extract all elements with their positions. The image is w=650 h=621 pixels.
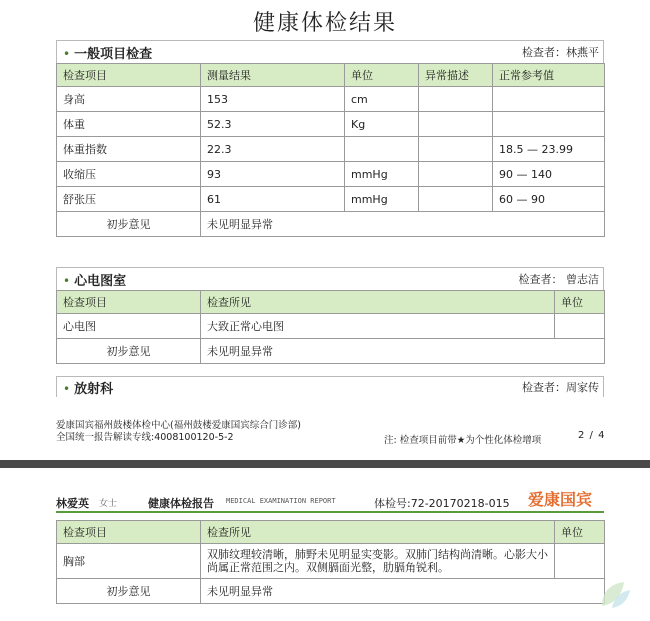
radiology-examiner: 检查者：周家传 [522,381,599,394]
result-cell: 93 [201,162,345,187]
finding-cell: 大致正常心电图 [201,314,555,339]
conclusion-text: 未见明显异常 [201,212,605,237]
footer-note: 注: 检查项目前带★为个性化体检增项 [384,435,542,446]
ecg-section [56,267,604,364]
reference-cell: 90 — 140 [493,162,605,187]
col-header: 测量结果 [201,64,345,87]
bullet-icon: • [63,46,71,61]
ecg-table [56,290,605,364]
table-row [57,137,605,162]
report-title-en: MEDICAL EXAMINATION REPORT [226,497,336,505]
conclusion-label: 初步意见 [57,339,201,364]
table-row [57,162,605,187]
item-cell: 收缩压 [57,162,201,187]
table-header-row [57,291,605,314]
unit-cell [555,314,605,339]
table-row [57,112,605,137]
reference-cell [493,87,605,112]
finding-cell: 双肺纹理较清晰，肺野未见明显实变影。双肺门结构尚清晰。心影大小尚属正常范围之内。双侧膈面光整，肋膈角锐利。 [201,544,555,579]
item-cell: 体重 [57,112,201,137]
item-cell: 舒张压 [57,187,201,212]
page-title: 健康体检结果 [252,11,397,36]
table-header-row [57,521,605,544]
abnormal-cell [419,137,493,162]
ecg-title: • 心电图室 [63,273,127,289]
unit-cell: mmHg [345,187,419,212]
table-header-row [57,64,605,87]
conclusion-text: 未见明显异常 [201,579,605,604]
col-header: 检查所见 [201,521,555,544]
patient-gender: 女士 [99,499,118,509]
brand-logo: 爱康国宾 [528,490,593,509]
footer [56,420,301,444]
result-cell: 22.3 [201,137,345,162]
general-exam-title: • 一般项目检查 [63,46,153,62]
col-header: 检查项目 [57,64,201,87]
general-exam-table [56,63,605,237]
col-header: 异常描述 [419,64,493,87]
item-cell: 胸部 [57,544,201,579]
reference-cell: 60 — 90 [493,187,605,212]
conclusion-row [57,212,605,237]
general-exam-header [56,40,604,63]
abnormal-cell [419,187,493,212]
conclusion-label: 初步意见 [57,212,201,237]
col-header: 检查所见 [201,291,555,314]
col-header: 正常参考值 [493,64,605,87]
unit-cell: mmHg [345,162,419,187]
item-cell: 心电图 [57,314,201,339]
item-cell: 身高 [57,87,201,112]
conclusion-text: 未见明显异常 [201,339,605,364]
unit-cell [555,544,605,579]
radiology-header [56,376,604,397]
result-cell: 153 [201,87,345,112]
col-header: 检查项目 [57,521,201,544]
footer-center-name: 爱康国宾福州鼓楼体检中心(福州鼓楼爱康国宾综合门诊部) [56,420,301,431]
page-divider [0,460,650,468]
table-row [57,87,605,112]
col-header: 单位 [345,64,419,87]
ecg-header [56,267,604,290]
abnormal-cell [419,87,493,112]
unit-cell [345,137,419,162]
reference-cell [493,112,605,137]
chest-table [56,520,605,604]
table-row [57,314,605,339]
col-header: 检查项目 [57,291,201,314]
leaf-watermark-icon [598,576,632,610]
abnormal-cell [419,162,493,187]
patient-name: 林爱英 [56,497,89,510]
footer-hotline: 全国统一报告解读专线:4008100120-5-2 [56,432,234,443]
report-title: 健康体检报告 [148,497,214,510]
col-header: 单位 [555,521,605,544]
general-exam-section [56,40,604,237]
abnormal-cell [419,112,493,137]
exam-number: 体检号:72-20170218-015 [374,497,510,510]
chest-section [56,520,604,604]
unit-cell: cm [345,87,419,112]
bullet-icon: • [63,273,71,288]
result-cell: 52.3 [201,112,345,137]
col-header: 单位 [555,291,605,314]
unit-cell: Kg [345,112,419,137]
bullet-icon: • [63,381,71,396]
table-row [57,544,605,579]
ecg-examiner: 检查者： 曾志洁 [518,273,599,286]
table-row [57,187,605,212]
report-header [56,490,604,513]
radiology-section [56,376,604,397]
conclusion-row [57,339,605,364]
conclusion-row [57,579,605,604]
general-examiner: 检查者：林燕平 [522,46,599,59]
result-cell: 61 [201,187,345,212]
radiology-title: • 放射科 [63,381,114,397]
conclusion-label: 初步意见 [57,579,201,604]
reference-cell: 18.5 — 23.99 [493,137,605,162]
page-number: 2 / 4 [578,430,606,441]
item-cell: 体重指数 [57,137,201,162]
